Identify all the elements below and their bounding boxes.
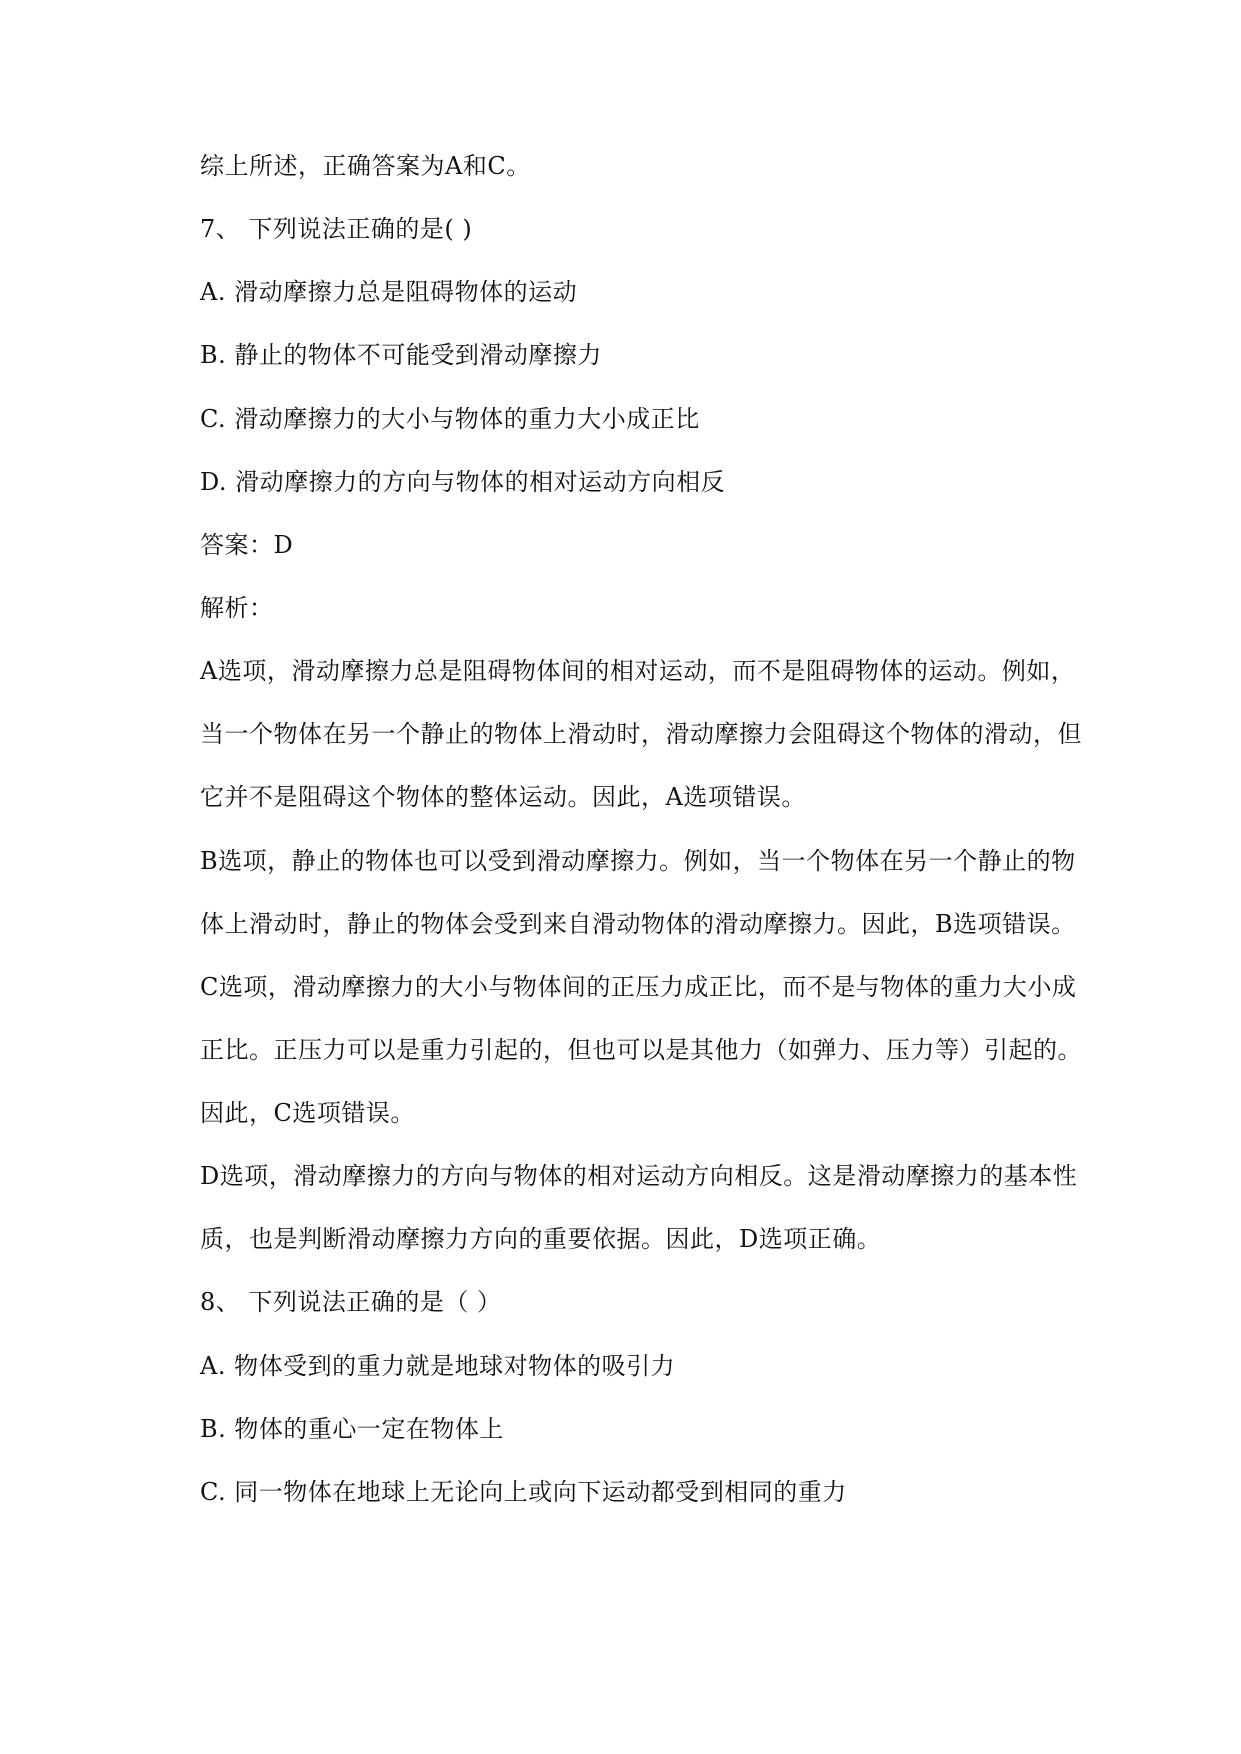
analysis-line: B选项，静止的物体也可以受到滑动摩擦力。例如，当一个物体在另一个静止的物 <box>200 847 1076 875</box>
question-7-option-a: A. 滑动摩擦力总是阻碍物体的运动 <box>200 278 578 306</box>
analysis-line: 因此，C选项错误。 <box>200 1099 415 1127</box>
question-7-answer: 答案：D <box>200 531 294 559</box>
summary-text: 综上所述，正确答案为A和C。 <box>200 152 531 180</box>
question-7-analysis-label: 解析： <box>200 594 274 622</box>
question-7-option-d: D. 滑动摩擦力的方向与物体的相对运动方向相反 <box>200 468 726 496</box>
question-8-option-a: A. 物体受到的重力就是地球对物体的吸引力 <box>200 1352 676 1380</box>
question-8-option-c: C. 同一物体在地球上无论向上或向下运动都受到相同的重力 <box>200 1478 847 1506</box>
analysis-line: 当一个物体在另一个静止的物体上滑动时，滑动摩擦力会阻碍这个物体的滑动，但 <box>200 720 1082 748</box>
analysis-line: 体上滑动时，静止的物体会受到来自滑动物体的滑动摩擦力。因此，B选项错误。 <box>200 910 1076 938</box>
analysis-line: D选项，滑动摩擦力的方向与物体的相对运动方向相反。这是滑动摩擦力的基本性 <box>200 1162 1078 1190</box>
analysis-line: A选项，滑动摩擦力总是阻碍物体间的相对运动，而不是阻碍物体的运动。例如， <box>200 657 1076 685</box>
question-8-stem: 8、 下列说法正确的是（ ） <box>200 1288 502 1316</box>
question-8-option-b: B. 物体的重心一定在物体上 <box>200 1415 504 1443</box>
question-7-stem: 7、 下列说法正确的是( ) <box>200 215 473 243</box>
question-7-option-b: B. 静止的物体不可能受到滑动摩擦力 <box>200 341 602 369</box>
question-7-option-c: C. 滑动摩擦力的大小与物体的重力大小成正比 <box>200 405 700 433</box>
analysis-line: 它并不是阻碍这个物体的整体运动。因此，A选项错误。 <box>200 783 806 811</box>
analysis-line: 正比。正压力可以是重力引起的，但也可以是其他力（如弹力、压力等）引起的。 <box>200 1036 1082 1064</box>
analysis-line: C选项，滑动摩擦力的大小与物体间的正压力成正比，而不是与物体的重力大小成 <box>200 973 1077 1001</box>
analysis-line: 质，也是判断滑动摩擦力方向的重要依据。因此，D选项正确。 <box>200 1225 882 1253</box>
